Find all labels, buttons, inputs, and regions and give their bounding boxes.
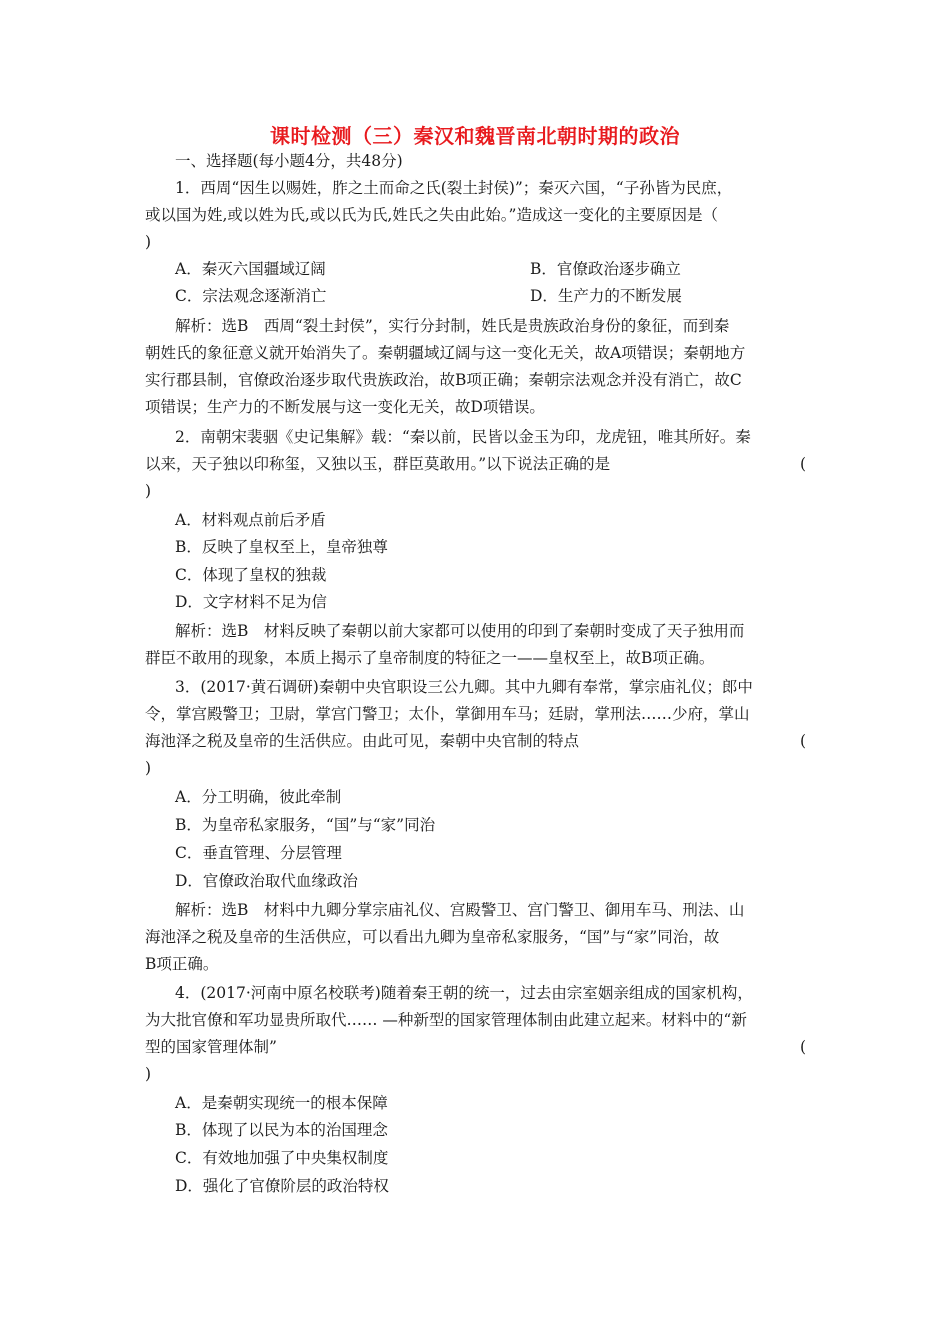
page-title: 课时检测（三）秦汉和魏晋南北朝时期的政治 [270, 124, 680, 148]
q1-analysis-line-3: 实行郡县制，官僚政治逐步取代贵族政治，故B项正确；秦朝宗法观念并没有消亡，故C [145, 371, 742, 389]
q1-analysis-line-4: 项错误；生产力的不断发展与这一变化无关，故D项错误。 [145, 398, 545, 416]
q2-option-d: D．文字材料不足为信 [175, 593, 327, 611]
q4-option-c: C．有效地加强了中央集权制度 [175, 1149, 389, 1167]
q2-stem-line-3: ) [145, 482, 152, 500]
q3-stem-line-2: 令，掌宫殿警卫；卫尉，掌宫门警卫；太仆，掌御用车马；廷尉，掌刑法……少府，掌山 [145, 705, 750, 723]
q3-option-d: D．官僚政治取代血缘政治 [175, 872, 358, 890]
q1-option-b: B．官僚政治逐步确立 [530, 260, 681, 278]
q4-stem-line-2: 为大批官僚和军功显贵所取代…… —种新型的国家管理体制由此建立起来。材料中的“新 [145, 1011, 747, 1029]
q4-option-b: B．体现了以民为本的治国理念 [175, 1121, 388, 1139]
q4-answer-paren: ( [800, 1038, 807, 1056]
q3-option-c: C．垂直管理、分层管理 [175, 844, 342, 862]
q4-stem-line-1: 4．(2017·河南中原名校联考)随着秦王朝的统一，过去由宗室姻亲组成的国家机构， [175, 984, 753, 1002]
q3-analysis-line-1: 解析：选B 材料中九卿分掌宗庙礼仪、宫殿警卫、宫门警卫、御用车马、刑法、山 [175, 901, 745, 919]
q1-stem-line-3: ) [145, 233, 152, 251]
q4-option-a: A．是秦朝实现统一的根本保障 [175, 1094, 388, 1112]
q3-answer-paren: ( [800, 732, 807, 750]
q2-option-c: C．体现了皇权的独裁 [175, 566, 327, 584]
q3-option-a: A．分工明确，彼此牵制 [175, 788, 342, 806]
q2-option-b: B．反映了皇权至上，皇帝独尊 [175, 538, 388, 556]
q4-option-d: D．强化了官僚阶层的政治特权 [175, 1177, 389, 1195]
q3-stem-line-1: 3．(2017·黄石调研)秦朝中央官职设三公九卿。其中九卿有奉常，掌宗庙礼仪；郎中 [175, 678, 753, 696]
q3-stem-line-4: ) [145, 759, 152, 777]
q1-option-d: D．生产力的不断发展 [530, 287, 682, 305]
q4-stem-line-3: 型的国家管理体制” [145, 1038, 277, 1056]
q2-analysis-line-1: 解析：选B 材料反映了秦朝以前大家都可以使用的印到了秦朝时变成了天子独用而 [175, 622, 745, 640]
q2-stem-line-1: 2．南朝宋裴骃《史记集解》载：“秦以前，民皆以金玉为印，龙虎钮，唯其所好。秦 [175, 428, 751, 446]
q1-analysis-line-2: 朝姓氏的象征意义就开始消失了。秦朝疆域辽阔与这一变化无关，故A项错误；秦朝地方 [145, 344, 746, 362]
q3-stem-line-3: 海池泽之税及皇帝的生活供应。由此可见，秦朝中央官制的特点 [145, 732, 580, 750]
q3-analysis-line-2: 海池泽之税及皇帝的生活供应，可以看出九卿为皇帝私家服务，“国”与“家”同治，故 [145, 928, 720, 946]
q3-option-b: B．为皇帝私家服务，“国”与“家”同治 [175, 816, 436, 834]
q1-option-c: C．宗法观念逐渐消亡 [175, 287, 327, 305]
q2-stem-line-2: 以来，天子独以印称玺，又独以玉，群臣莫敢用。”以下说法正确的是 [145, 455, 611, 473]
q3-analysis-line-3: B项正确。 [145, 955, 219, 973]
q1-option-a: A．秦灭六国疆域辽阔 [175, 260, 326, 278]
q2-option-a: A．材料观点前后矛盾 [175, 511, 326, 529]
q1-analysis-line-1: 解析：选B 西周“裂土封侯”，实行分封制，姓氏是贵族政治身份的象征，而到秦 [175, 317, 730, 335]
q1-stem-line-1: 1．西周“因生以赐姓，胙之土而命之氏(裂土封侯)”；秦灭六国，“子孙皆为民庶， [175, 179, 733, 197]
q1-stem-line-2: 或以国为姓,或以姓为氏,或以氏为氏,姓氏之失由此始。”造成这一变化的主要原因是（ [145, 206, 718, 224]
section-heading: 一、选择题(每小题4分，共48分) [175, 152, 403, 170]
q2-answer-paren: ( [800, 455, 807, 473]
q2-analysis-line-2: 群臣不敢用的现象，本质上揭示了皇帝制度的特征之一——皇权至上，故B项正确。 [145, 649, 715, 667]
q4-stem-line-4: ) [145, 1065, 152, 1083]
